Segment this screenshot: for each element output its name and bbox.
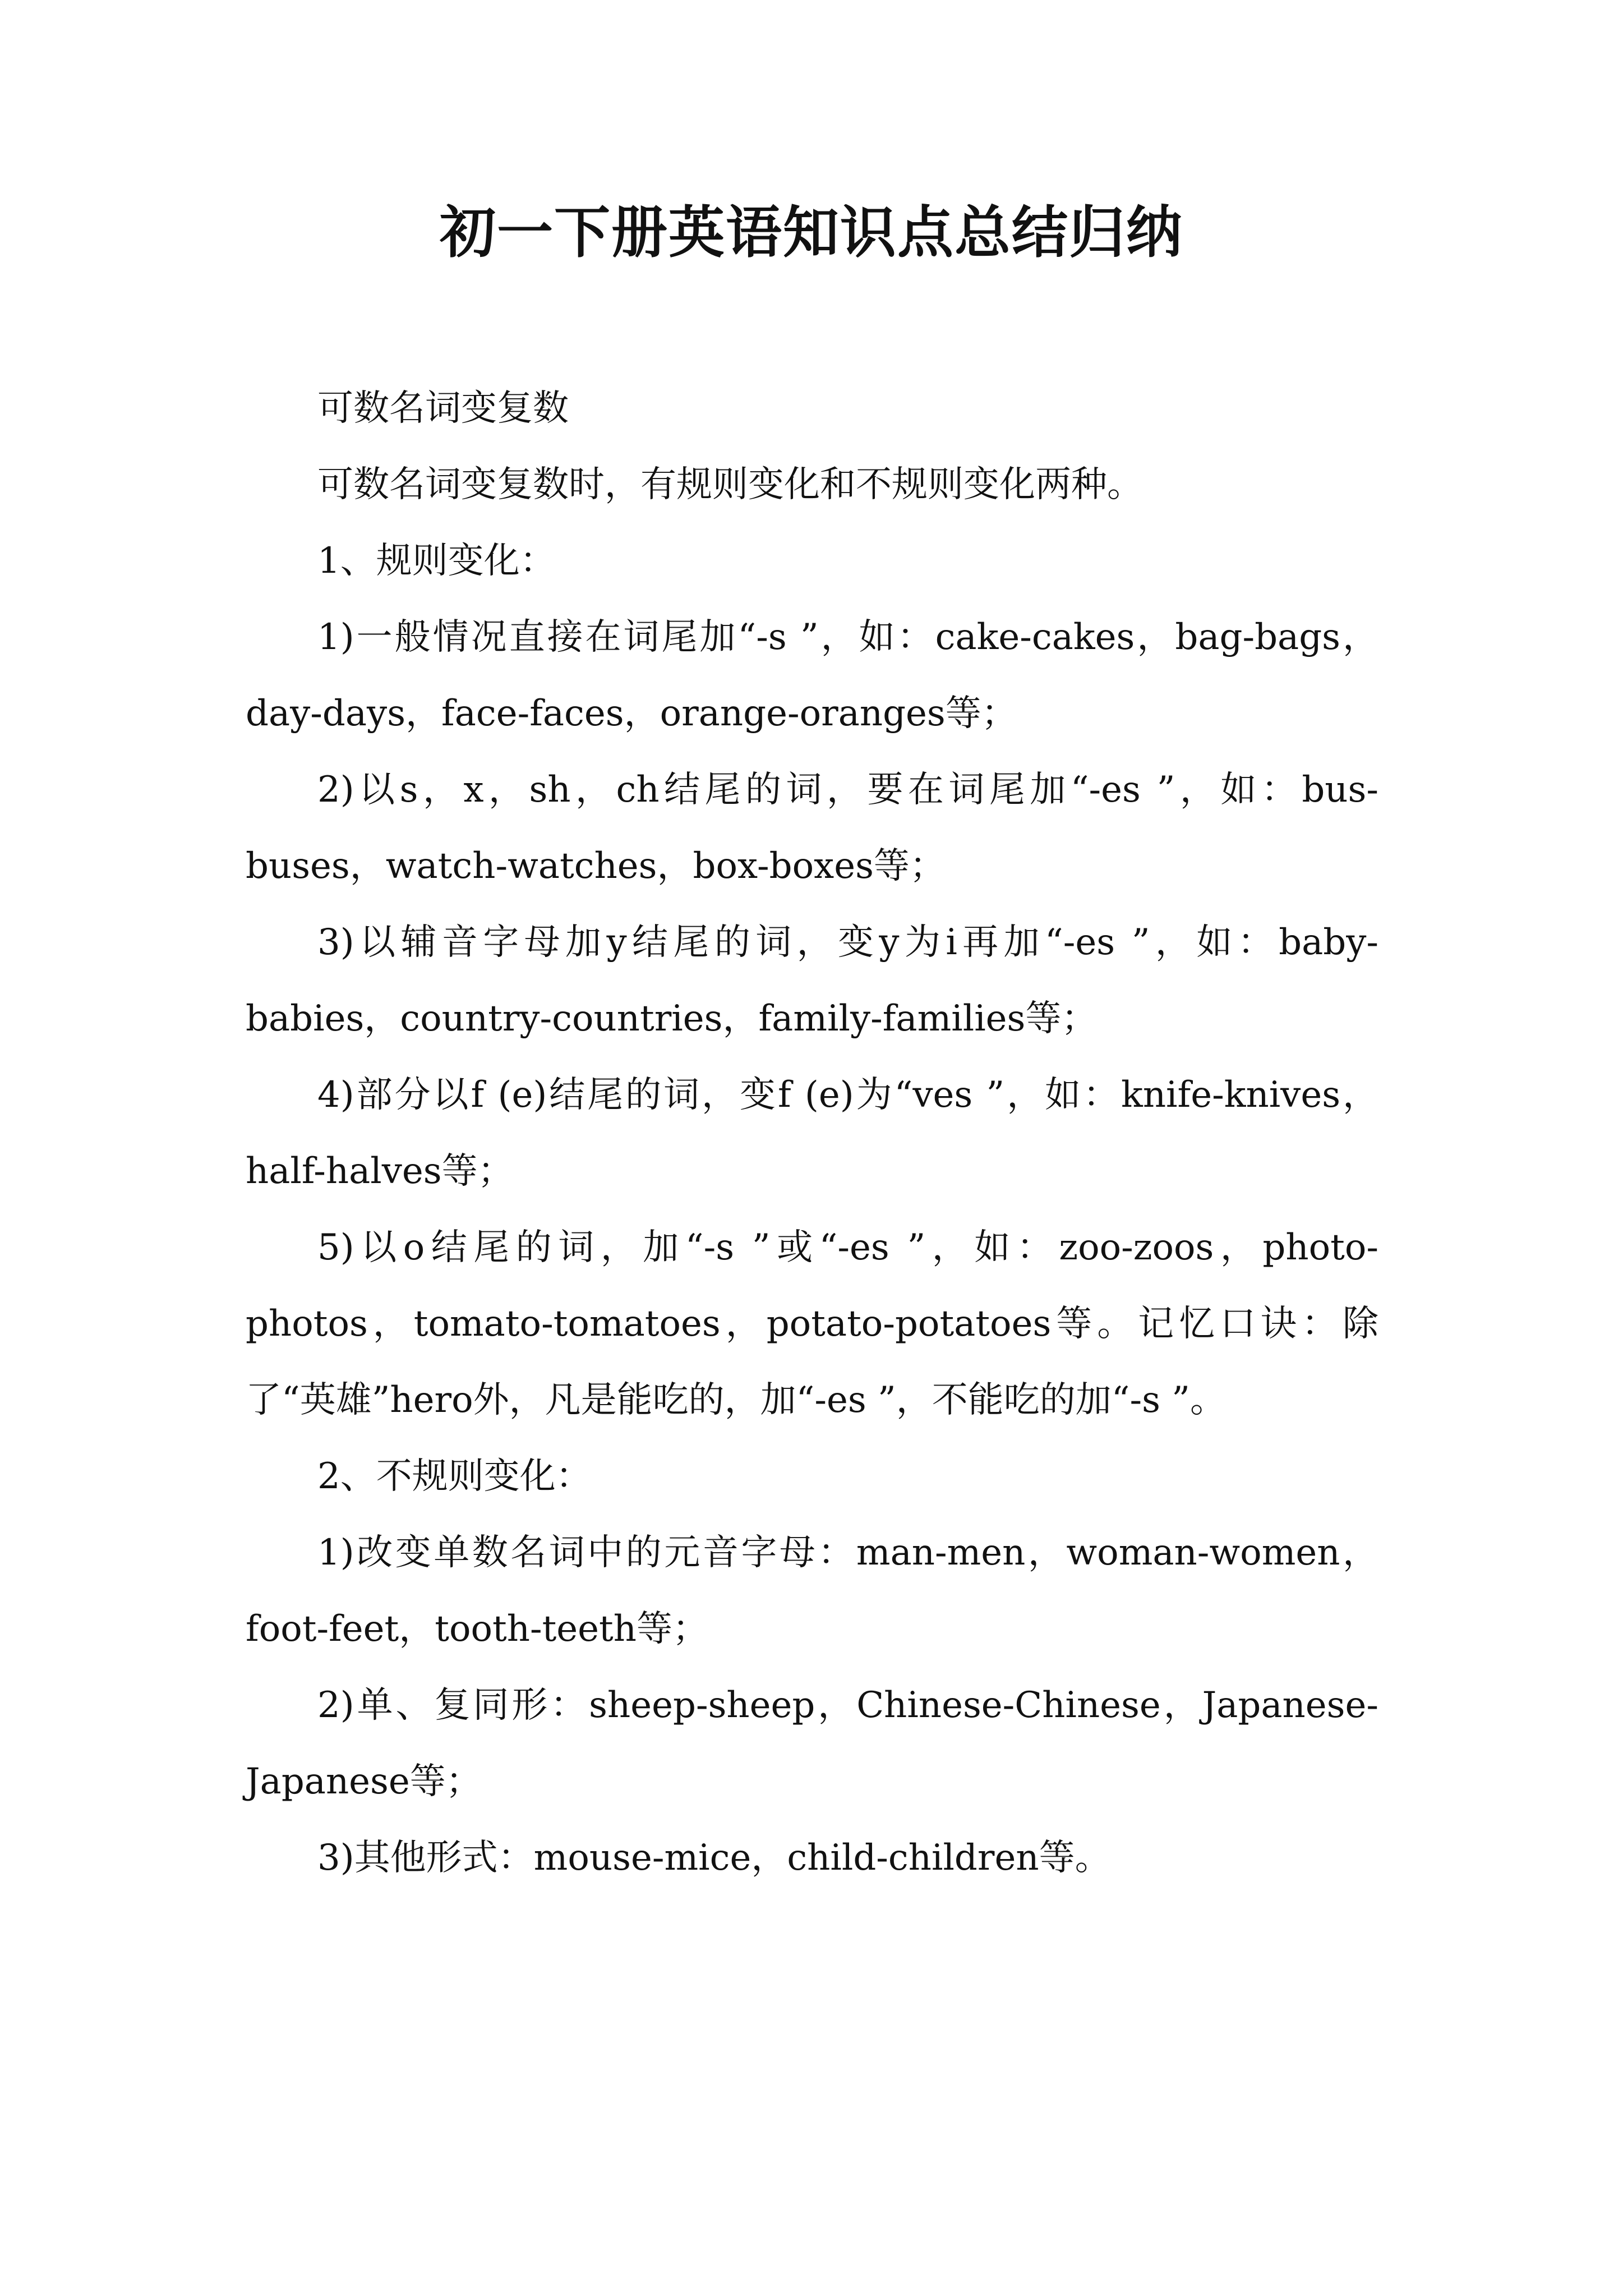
rule-item: 2)单、复同形：sheep-sheep，Chinese-Chinese，Japanese-Japanese等；: [246, 1685, 1378, 1802]
rule-item: 3)其他形式：mouse-mice，child-children等。: [317, 1837, 1111, 1879]
rule-item: 1)改变单数名词中的元音字母：man-men，woman-women，foot-feet，tooth-teeth等；: [246, 1532, 1378, 1650]
rule-item: 4)部分以f (e)结尾的词，变f (e)为“ves ”，如：knife-knives，half-halves等；: [246, 1074, 1378, 1192]
section-heading: 可数名词变复数: [317, 388, 569, 429]
page-title: 初一下册英语知识点总结归纳: [440, 200, 1183, 265]
rule-item: 3)以辅音字母加y结尾的词，变y为i再加“-es ”，如：baby-babies，country-countries，family-families等；: [246, 922, 1378, 1039]
rule-item: 1)一般情况直接在词尾加“-s ”，如：cake-cakes，bag-bags，day-days，face-faces，orange-oranges等；: [246, 616, 1378, 734]
paragraph: 可数名词变复数时，有规则变化和不规则变化两种。: [317, 464, 1143, 505]
document-body: [246, 370, 1378, 1896]
rule-item: 2)以s，x，sh，ch结尾的词，要在词尾加“-es ”，如：bus-buses，watch-watches，box-boxes等；: [246, 769, 1378, 887]
subsection-heading: 1、规则变化：: [317, 540, 556, 582]
rule-item: 5)以o结尾的词，加“-s ”或“-es ”，如：zoo-zoos，photo-photos，tomato-tomatoes，potato-potatoes等。记忆口诀：除了“英雄”hero外，凡是能吃的，加“-es ”，不能吃的加“-s ”。: [246, 1227, 1378, 1421]
subsection-heading: 2、不规则变化：: [317, 1456, 592, 1497]
